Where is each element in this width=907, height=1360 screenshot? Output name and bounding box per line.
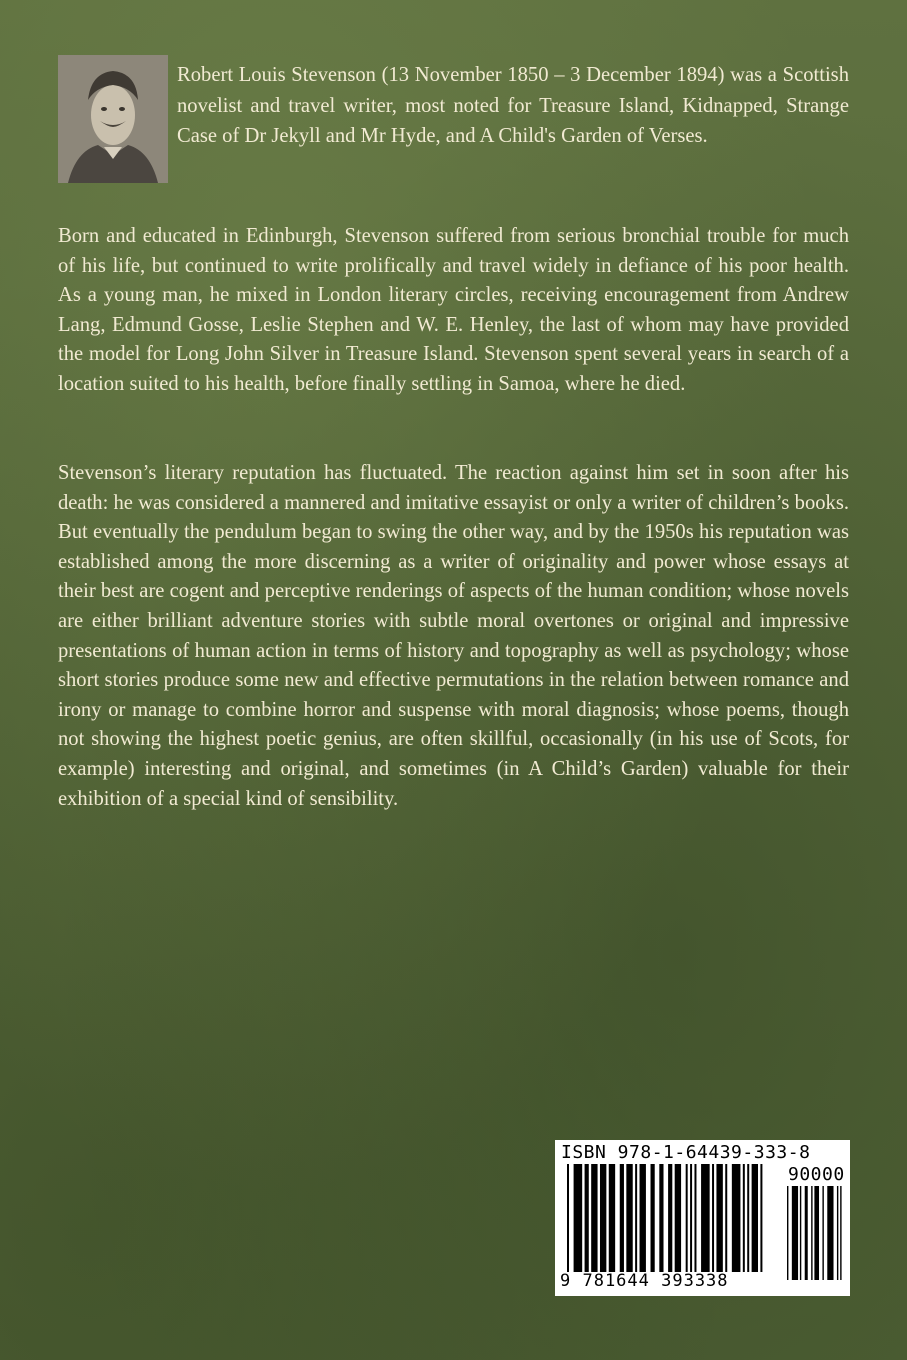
barcode-bar [712, 1164, 714, 1272]
barcode-bar [585, 1164, 589, 1272]
barcode-bar [686, 1164, 688, 1272]
barcode-bar [668, 1164, 672, 1272]
barcode-bar [651, 1164, 655, 1272]
barcode-bar [659, 1164, 663, 1272]
barcode-bar [591, 1164, 597, 1272]
barcode-bar [640, 1164, 646, 1272]
barcode-bar [811, 1186, 812, 1280]
barcode-bar [690, 1164, 692, 1272]
born-paragraph: Born and educated in Edinburgh, Stevenson suffered from serious bronchial trouble for much of his life, but continued to write prolifically and travel widely in defiance of his poor health. As a young man, he mixed in London literary circles, receiving encouragement from Andrew Lang, Edmund Gosse, Leslie Stephen and W. E. Henley, the last of whom may have provided the model for Long John Silver in Treasure Island. Stevenson spent several years in search of a location suited to his health, before finally settling in Samoa, where he died. [58, 225, 849, 395]
reputation-paragraph: Stevenson’s literary reputation has fluctuated. The reaction against him set in soon after his death: he was considered a mannered and imitative essayist or only a writer of children’s books. But eventually the pendulum began to swing the other way, and by the 1950s his reputation was established among the more discerning as a writer of originality and power whose essays at their best are cogent and perceptive renderings of aspects of the human condition; whose novels are either brilliant adventure stories with subtle moral overtones or original and impressive presentations of human action in terms of history and topography as well as psychology; whose short stories produce some new and effective permutations in the relation between romance and irony or manage to combine horror and suspense with moral diagnosis; whose poems, though not showing the highest poetic genius, are often skillful, occasionally (in his use of Scots, for example) interesting and original, and sometimes (in A Child’s Garden) valuable for their exhibition of a special kind of sensibility. [58, 462, 849, 810]
barcode-bar [814, 1186, 819, 1280]
barcode-bar [600, 1164, 606, 1272]
barcode-bar [675, 1164, 681, 1272]
ean-digits: 9 781644 393338 [560, 1271, 729, 1291]
barcode-bars-addon [787, 1186, 845, 1280]
barcode-bar [732, 1164, 741, 1272]
barcode-bar [574, 1164, 583, 1272]
barcode-bar [827, 1186, 833, 1280]
barcode-bar [837, 1186, 838, 1280]
barcode-bars-main [567, 1164, 767, 1272]
barcode-bar [787, 1186, 788, 1280]
barcode-bar [620, 1164, 624, 1272]
barcode-bar [840, 1186, 841, 1280]
isbn-barcode [555, 1140, 850, 1296]
barcode-bar [635, 1164, 637, 1272]
barcode-bar [701, 1164, 710, 1272]
barcode-bar [805, 1186, 808, 1280]
barcode-bar [792, 1186, 798, 1280]
barcode-bar [716, 1164, 722, 1272]
barcode-bar [626, 1164, 632, 1272]
author-portrait-icon [58, 55, 168, 183]
barcode-bar [609, 1164, 615, 1272]
author-bio-intro: Robert Louis Stevenson (13 November 1850 – 3 December 1894) was a Scottish novelist and travel writer, most noted for Treasure Island, Kidnapped, Strange Case of Dr Jekyll and Mr Hyde, and A Child's Garden of Verses. [177, 64, 849, 147]
barcode-bar [822, 1186, 823, 1280]
barcode-bar [747, 1164, 749, 1272]
isbn-label: ISBN 978-1-64439-333-8 [561, 1142, 811, 1163]
barcode-bar [567, 1164, 569, 1272]
barcode-bar [760, 1164, 762, 1272]
author-portrait [58, 55, 168, 183]
barcode-bar [694, 1164, 696, 1272]
barcode-bar [752, 1164, 758, 1272]
barcode-bar [743, 1164, 745, 1272]
barcode-bar [800, 1186, 801, 1280]
price-code: 90000 [788, 1164, 845, 1185]
barcode-bar [725, 1164, 727, 1272]
